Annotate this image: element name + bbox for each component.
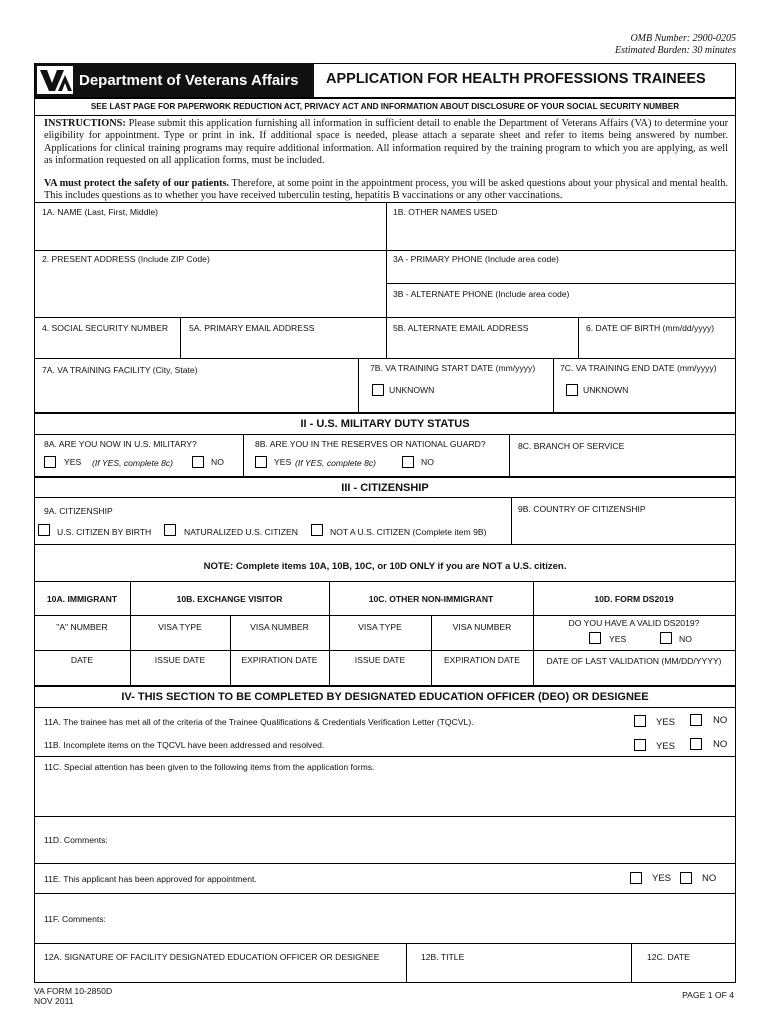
a-number-label: "A" NUMBER [56, 622, 108, 632]
omb-burden: Estimated Burden: 30 minutes [614, 45, 736, 56]
branch-label: 8C. BRANCH OF SERVICE [518, 441, 625, 451]
safety-notice [44, 178, 728, 203]
reserves-yes-checkbox[interactable] [255, 456, 267, 468]
ds2019-yes-checkbox[interactable] [589, 632, 601, 644]
exchange-expiration-label: EXPIRATION DATE [241, 655, 318, 665]
safety-text: Therefore, at some point in the appointment process, you will be asked questions about your physical and mental health. This includes questions as to whether you have received tuberculin testing, hepatitis B vaccinations or any other vaccinations. [44, 178, 728, 202]
alternate-email-input[interactable] [387, 335, 577, 357]
start-unknown-checkbox[interactable] [372, 384, 384, 396]
instructions-text: Please submit this application furnishing all information in sufficient detail to enable the Department of Veterans Affairs (VA) to determine your eligibility for appointment. Type or print in ink. If additional space is needed, please attach a separate sheet and refer to items being answered by number. Applications for clinical training programs may require additional information. All information required by the training program to which you are applying, as well as information requested on all application forms, must be included. [44, 118, 728, 166]
other-names-label: 1B. OTHER NAMES USED [393, 207, 498, 217]
approved-yes-checkbox[interactable] [630, 872, 642, 884]
alternate-phone-input[interactable] [387, 300, 734, 316]
criteria-no-label: NO [713, 715, 728, 726]
ds2019-yes-label: YES [609, 634, 627, 644]
naturalized-label: NATURALIZED U.S. CITIZEN [184, 527, 298, 537]
incomplete-resolved-label: 11B. Incomplete items on the TQCVL have been addressed and resolved. [44, 740, 325, 750]
military-no-label: NO [211, 457, 224, 467]
form-title: APPLICATION FOR HEALTH PROFESSIONS TRAINEES [326, 71, 706, 87]
primary-phone-input[interactable] [387, 266, 734, 282]
signature-input[interactable] [35, 964, 405, 981]
approved-yes-label: YES [652, 873, 672, 884]
start-unknown-label: UNKNOWN [389, 385, 435, 395]
alternate-email-label: 5B. ALTERNATE EMAIL ADDRESS [393, 323, 529, 333]
citizenship-label: 9A. CITIZENSHIP [44, 506, 113, 516]
citizen-birth-checkbox[interactable] [38, 524, 50, 536]
last-validation-label: DATE OF LAST VALIDATION (MM/DD/YYYY) [546, 656, 722, 666]
non-citizen-note: NOTE: Complete items 10A, 10B, 10C, or 10D ONLY if you are NOT a U.S. citizen. [203, 561, 567, 572]
end-unknown-checkbox[interactable] [566, 384, 578, 396]
title-label: 12B. TITLE [421, 952, 465, 962]
special-attention-label: 11C. Special attention has been given to the following items from the application forms. [44, 762, 375, 772]
comments-11f-label: 11F. Comments: [44, 914, 106, 924]
safety-label: VA must protect the safety of our patients. [44, 178, 230, 189]
title-input[interactable] [407, 964, 630, 981]
training-facility-label: 7A. VA TRAINING FACILITY (City, State) [42, 365, 198, 375]
other-issue-date-label: ISSUE DATE [354, 655, 406, 665]
approved-label: 11E. This applicant has been approved for appointment. [44, 874, 257, 884]
comments-11d-input[interactable] [35, 847, 734, 862]
branch-input[interactable] [510, 453, 734, 475]
other-visa-number-label: VISA NUMBER [452, 622, 512, 632]
dob-label: 6. DATE OF BIRTH (mm/dd/yyyy) [586, 323, 715, 333]
resolved-no-checkbox[interactable] [690, 738, 702, 750]
agency-name: Department of Veterans Affairs [79, 72, 299, 89]
instructions-label: INSTRUCTIONS: [44, 118, 126, 129]
omb-number: OMB Number: 2900-0205 [630, 33, 736, 44]
name-field-label: 1A. NAME (Last, First, Middle) [42, 207, 159, 217]
ssn-label: 4. SOCIAL SECURITY NUMBER [42, 323, 169, 333]
exchange-issue-date-label: ISSUE DATE [154, 655, 206, 665]
exchange-visa-type-label: VISA TYPE [158, 622, 202, 632]
primary-phone-label: 3A - PRIMARY PHONE (Include area code) [393, 254, 559, 264]
deo-section-title: IV- THIS SECTION TO BE COMPLETED BY DESIGNATED EDUCATION OFFICER (DEO) OR DESIGNEE [121, 691, 649, 703]
country-label: 9B. COUNTRY OF CITIZENSHIP [518, 504, 646, 514]
comments-11f-input[interactable] [35, 926, 734, 942]
reserves-yes-note: (If YES, complete 8c) [295, 458, 377, 468]
exchange-visa-number-label: VISA NUMBER [250, 622, 309, 632]
not-citizen-checkbox[interactable] [311, 524, 323, 536]
special-attention-input[interactable] [35, 775, 734, 815]
exchange-visitor-header: 10B. EXCHANGE VISITOR [176, 594, 283, 604]
military-no-checkbox[interactable] [192, 456, 204, 468]
reserves-no-label: NO [421, 457, 434, 467]
instructions [44, 118, 728, 167]
criteria-met-label: 11A. The trainee has met all of the criteria of the Trainee Qualifications & Credentials Verification Letter (TQCVL). [44, 717, 474, 727]
primary-email-input[interactable] [181, 335, 385, 357]
address-input[interactable] [35, 266, 385, 316]
criteria-yes-label: YES [656, 717, 676, 728]
military-yes-label: YES [64, 457, 82, 467]
citizen-birth-label: U.S. CITIZEN BY BIRTH [57, 527, 152, 537]
citizenship-section-title: III - CITIZENSHIP [341, 482, 429, 494]
training-facility-input[interactable] [35, 377, 357, 411]
dob-input[interactable] [579, 335, 734, 357]
resolved-yes-label: YES [656, 741, 676, 752]
ds2019-no-checkbox[interactable] [660, 632, 672, 644]
alternate-phone-label: 3B - ALTERNATE PHONE (Include area code) [393, 289, 570, 299]
military-yes-note: (If YES, complete 8c) [92, 458, 174, 468]
ds2019-header: 10D. FORM DS2019 [594, 594, 674, 604]
other-nonimmigrant-header: 10C. OTHER NON-IMMIGRANT [368, 594, 494, 604]
other-expiration-label: EXPIRATION DATE [443, 655, 521, 665]
comments-11d-label: 11D. Comments: [44, 835, 108, 845]
reserves-yes-label: YES [274, 457, 292, 467]
end-unknown-label: UNKNOWN [583, 385, 629, 395]
name-input[interactable] [35, 219, 385, 249]
form-date: NOV 2011 [34, 996, 74, 1006]
military-section-title: II - U.S. MILITARY DUTY STATUS [300, 418, 470, 430]
start-date-label: 7B. VA TRAINING START DATE (mm/yyyy) [370, 363, 536, 373]
va-logo-icon [37, 66, 73, 94]
ds2019-question: DO YOU HAVE A VALID DS2019? [568, 618, 700, 628]
criteria-yes-checkbox[interactable] [634, 715, 646, 727]
page-number: PAGE 1 OF 4 [682, 990, 734, 1000]
primary-email-label: 5A. PRIMARY EMAIL ADDRESS [189, 323, 315, 333]
form-number: VA FORM 10-2850D [34, 986, 113, 996]
other-names-input[interactable] [387, 219, 734, 249]
reserves-label: 8B. ARE YOU IN THE RESERVES OR NATIONAL GUARD? [255, 439, 486, 449]
approved-no-checkbox[interactable] [680, 872, 692, 884]
date-label: 12C. DATE [647, 952, 690, 962]
country-input[interactable] [512, 516, 734, 542]
not-citizen-label: NOT A U.S. CITIZEN (Complete item 9B) [330, 527, 487, 537]
military-now-label: 8A. ARE YOU NOW IN U.S. MILITARY? [44, 439, 197, 449]
other-visa-type-label: VISA TYPE [358, 622, 402, 632]
disclosure-notice: SEE LAST PAGE FOR PAPERWORK REDUCTION ACT, PRIVACY ACT AND INFORMATION ABOUT DISCLOSURE OF YOUR SOCIAL SECURITY NUMBER [90, 102, 680, 111]
address-label: 2. PRESENT ADDRESS (Include ZIP Code) [42, 254, 210, 264]
signature-label: 12A. SIGNATURE OF FACILITY DESIGNATED EDUCATION OFFICER OR DESIGNEE [44, 952, 380, 962]
immigrant-date-label: DATE [70, 655, 94, 665]
naturalized-checkbox[interactable] [164, 524, 176, 536]
immigrant-header: 10A. IMMIGRANT [46, 594, 118, 604]
end-date-label: 7C. VA TRAINING END DATE (mm/yyyy) [560, 363, 717, 373]
ssn-input[interactable] [35, 335, 179, 357]
military-yes-checkbox[interactable] [44, 456, 56, 468]
resolved-yes-checkbox[interactable] [634, 739, 646, 751]
date-input[interactable] [632, 964, 734, 981]
criteria-no-checkbox[interactable] [690, 714, 702, 726]
resolved-no-label: NO [713, 739, 728, 750]
reserves-no-checkbox[interactable] [402, 456, 414, 468]
ds2019-no-label: NO [679, 634, 692, 644]
approved-no-label: NO [702, 873, 717, 884]
